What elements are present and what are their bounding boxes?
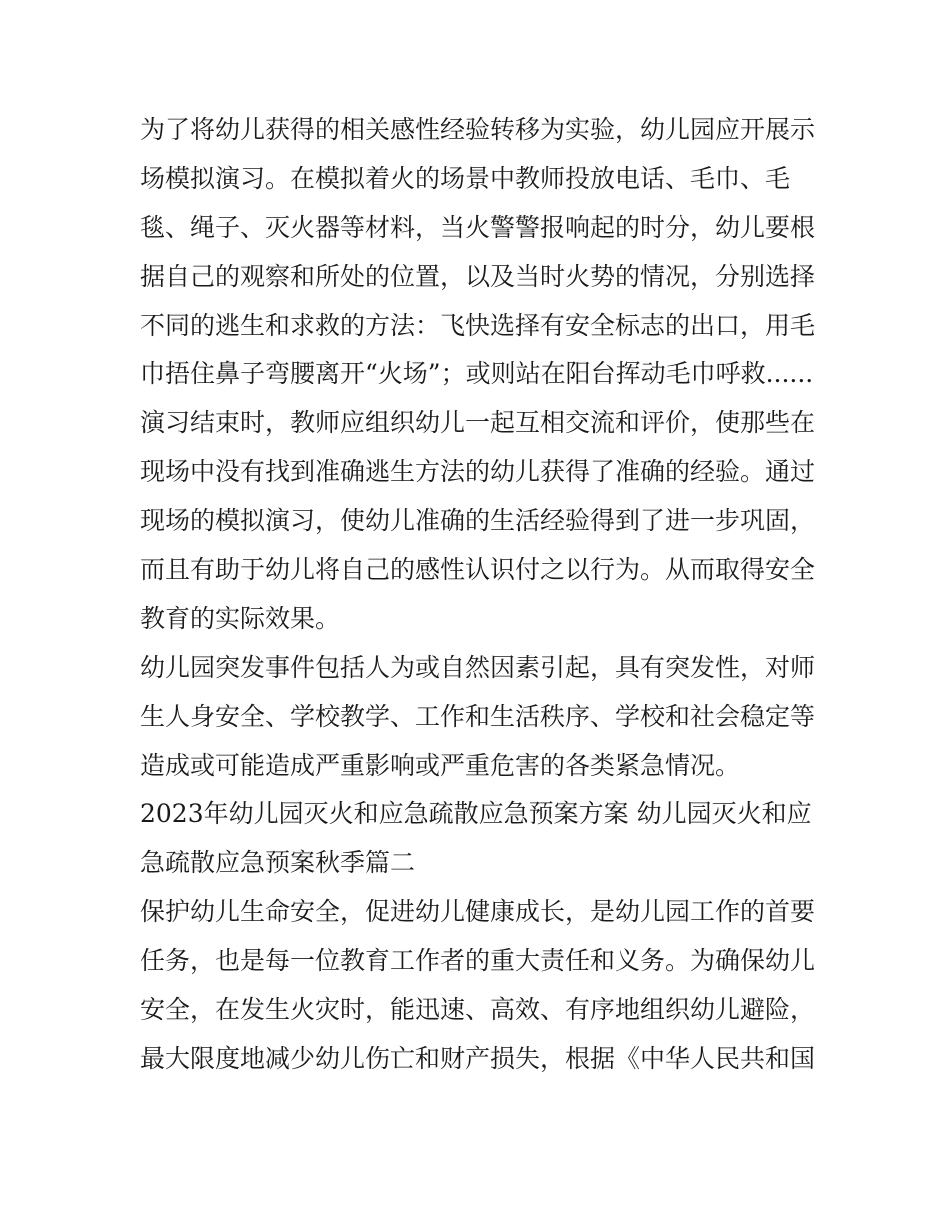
document-body [140,106,820,1084]
text-line: 场模拟演习。在模拟着火的场景中教师投放电话、毛巾、毛 [140,163,791,193]
text-line: 安全，在发生火灾时，能迅速、高效、有序地组织幼儿避险， [140,995,816,1025]
text-line: 现场中没有找到准确逃生方法的幼儿获得了准确的经验。通过 [140,457,816,487]
text-line: 生人身安全、学校教学、工作和生活秩序、学校和社会稳定等 [140,701,816,731]
text-line: 巾捂住鼻子弯腰离开“火场”；或则站在阳台挥动毛巾呼救...... [140,359,814,389]
text-line: 据自己的观察和所处的位置，以及当时火势的情况，分别选择 [140,261,816,291]
text-line: 不同的逃生和求救的方法：飞快选择有安全标志的出口，用毛 [140,310,816,340]
text-line: 为了将幼儿获得的相关感性经验转移为实验，幼儿园应开展示 [140,115,816,144]
text-line: 毯、绳子、灭火器等材料，当火警警报响起的时分，幼儿要根 [140,212,816,242]
text-line: 幼儿园突发事件包括人为或自然因素引起，具有突发性，对师 [140,652,816,682]
text-line: 而且有助于幼儿将自己的感性认识付之以行为。从而取得安全 [140,555,816,585]
text-line: 造成或可能造成严重影响或严重危害的各类紧急情况。 [140,750,741,780]
text-line: 演习结束时，教师应组织幼儿一起互相交流和评价，使那些在 [140,408,816,438]
text-line: 教育的实际效果。 [140,603,341,633]
section-heading-line: 2023年幼儿园灭火和应急疏散应急预案方案 幼儿园灭火和应 [140,799,812,829]
text-line: 保护幼儿生命安全，促进幼儿健康成长，是幼儿园工作的首要 [140,897,816,927]
section-heading-line: 急疏散应急预案秋季篇二 [140,848,416,878]
text-line: 最大限度地减少幼儿伤亡和财产损失，根据《中华人民共和国 [140,1043,816,1073]
text-line: 任务，也是每一位教育工作者的重大责任和义务。为确保幼儿 [140,946,816,976]
text-line: 现场的模拟演习，使幼儿准确的生活经验得到了进一步巩固， [140,506,816,536]
